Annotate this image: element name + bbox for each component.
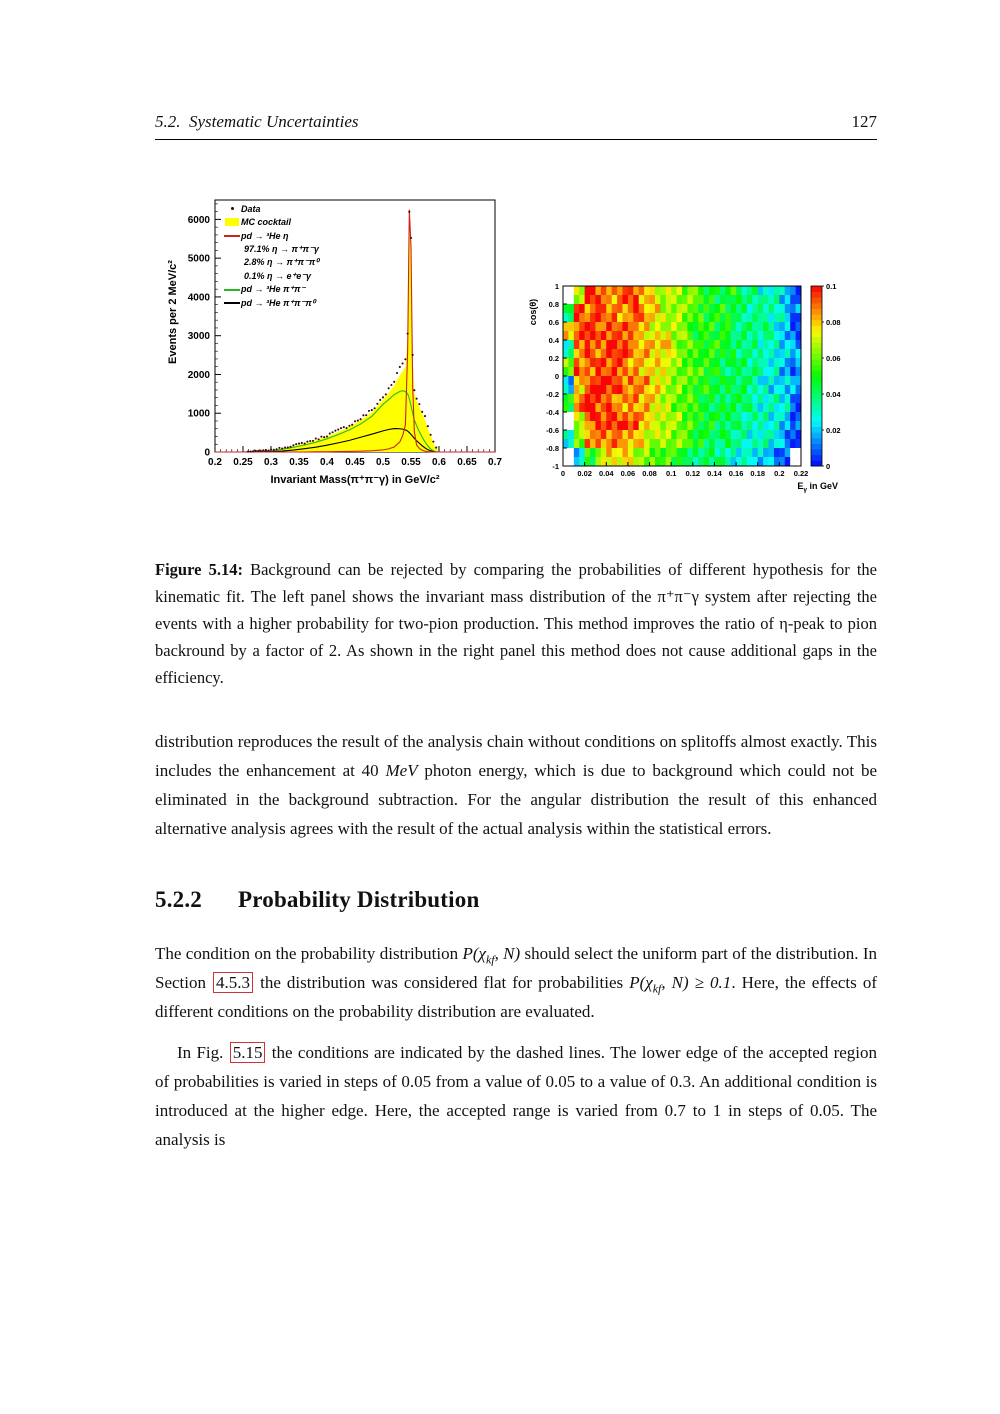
page [155,112,877,1154]
x-axis-title: Invariant Mass(π⁺π⁻γ) in GeV/c² [270,474,440,486]
svg-text:0.04: 0.04 [598,469,614,478]
svg-text:0.25: 0.25 [233,457,253,468]
text-run: P(χ [462,944,486,963]
text-run: the conditions are indicated by the dashed lines. The lower edge of the accepted region of probabilities is varied in steps of 0.05 from a value of 0.05 to a value of 0.3. An additional condition is introduced at the higher edge. Here, the accepted range is varied from 0.7 to 1 in steps of 0.05. The analysis is [155,1043,878,1149]
x-axis-title: $E_\gamma$ in GeV [797,481,838,494]
text-run: the distribution was considered flat for probabilities [254,973,630,992]
svg-text:0.1: 0.1 [826,281,837,291]
text-run: photon energy, which is due to background which could not be eliminated in the background subtraction. For the angular distribution the result of this enhanced alternative analysis agrees with the result of the actual analysis within the statistical errors. [155,761,877,838]
svg-text:0.18: 0.18 [750,469,766,478]
svg-text:6000: 6000 [187,214,210,226]
svg-text:0.4: 0.4 [548,335,559,345]
running-head-section: 5.2. Systematic Uncertainties [155,112,359,131]
legend-label: pd → ³He π⁺π⁻π⁰ [241,297,316,308]
legend-item [223,243,319,257]
legend-item [223,202,319,216]
text-run: In Fig. [177,1043,229,1062]
chart-legend [223,202,319,310]
svg-text:0.06: 0.06 [620,469,636,478]
section-ref-link[interactable]: 4.5.3 [213,972,253,993]
legend-label: 97.1% η → π⁺π⁻γ [244,243,319,254]
text-run: distribution reproduces the result of the analysis chain without conditions on splitoffs almost exactly. This includes the enhancement at 40 [155,732,877,780]
efficiency-heatmap-chart [527,278,883,510]
svg-text:4000: 4000 [187,292,210,304]
text-run: The condition on the probability distribution [155,944,463,963]
math-expression [462,944,521,967]
legend-item [223,256,319,270]
svg-text:0.45: 0.45 [345,457,365,468]
figure-caption-label: Figure 5.14: [155,560,243,579]
efficiency-panel [527,278,883,510]
text-run: . Here, the effects of different conditions on the probability distribution are evaluated. [155,973,877,1021]
svg-text:0.1: 0.1 [665,469,677,478]
legend-label: 2.8% η → π⁺π⁻π⁰ [244,257,319,268]
text-run: should select the uniform part of the distribution. In Section [155,944,878,992]
svg-text:0.02: 0.02 [826,425,841,435]
figure-caption-text: Background can be rejected by comparing the probabilities of different hypothesis for the kinematic fit. The left panel shows the invariant mass distribution of the π⁺π⁻γ system after rejecting the events with a higher probability for two-pion production. This method improves the ratio of η-peak to pion backround by a factor of 2. As shown in the right panel this method does not cause additional gaps in the efficiency. [155,560,877,687]
legend-box-marker [223,218,241,226]
math-subscript: kf [486,952,495,967]
svg-text:-0.8: -0.8 [546,443,559,453]
paragraph-splitoffs [155,727,877,843]
legend-label: pd → ³He η [241,230,289,241]
invariant-mass-chart [161,186,517,508]
running-head [155,112,877,132]
svg-text:0.22: 0.22 [793,469,809,478]
svg-text:2000: 2000 [187,369,210,381]
svg-text:0.6: 0.6 [432,457,446,468]
legend-dot-marker [223,207,241,210]
svg-text:0.04: 0.04 [826,389,841,399]
svg-text:0: 0 [560,469,566,478]
legend-line-marker [223,302,241,304]
svg-text:3000: 3000 [187,331,210,343]
paragraph-conditions [155,1038,877,1154]
svg-text:0: 0 [826,461,831,471]
svg-text:0.7: 0.7 [488,457,502,468]
figure-5-14 [155,186,877,510]
svg-text:0: 0 [204,447,210,459]
text-run: P(χ [629,973,653,992]
svg-text:0.06: 0.06 [826,353,841,363]
legend-item [223,216,319,230]
svg-text:1000: 1000 [187,408,210,420]
section-heading [155,887,877,913]
y-axis-title: Events per 2 MeV/c² [167,260,179,364]
math-unit-mev: MeV [385,761,418,780]
figure-ref-link[interactable]: 5.15 [230,1042,266,1063]
svg-text:0.55: 0.55 [401,457,421,468]
svg-text:0.2: 0.2 [774,469,785,478]
svg-text:0.4: 0.4 [320,457,334,468]
svg-text:-0.2: -0.2 [546,389,559,399]
svg-text:0.08: 0.08 [642,469,657,478]
legend-line-marker [223,235,241,237]
figure-caption [155,556,877,691]
header-rule [155,139,877,140]
legend-label: 0.1% η → e⁺e⁻γ [244,270,312,281]
svg-text:0.12: 0.12 [685,469,701,478]
paragraph-probability-condition [155,939,877,1026]
svg-text:0.16: 0.16 [728,469,744,478]
svg-text:-0.6: -0.6 [546,425,559,435]
legend-item [223,229,319,243]
legend-line-marker [223,289,241,291]
svg-text:-1: -1 [552,461,559,471]
svg-text:5000: 5000 [187,253,210,265]
svg-text:0: 0 [554,371,559,381]
running-head-page-number: 127 [851,112,877,131]
section-title: Probability Distribution [238,887,480,912]
section-number: 5.2.2 [155,887,202,912]
y-axis-title: cos(θ) [528,298,538,326]
svg-text:0.02: 0.02 [577,469,592,478]
legend-label: pd → ³He π⁺π⁻ [241,284,306,295]
svg-text:0.14: 0.14 [707,469,722,478]
svg-text:1: 1 [554,281,559,291]
svg-text:0.08: 0.08 [826,317,841,327]
svg-text:0.3: 0.3 [264,457,278,468]
text-run: , N) ≥ 0.1 [661,973,732,992]
math-expression [629,973,732,996]
math-subscript: kf [652,981,662,996]
svg-text:0.2: 0.2 [208,457,222,468]
legend-item [223,297,319,311]
legend-item [223,283,319,297]
text-run: , N) [494,944,521,963]
svg-text:0.2: 0.2 [548,353,559,363]
svg-text:-0.4: -0.4 [546,407,559,417]
svg-text:0.8: 0.8 [548,299,559,309]
svg-text:0.6: 0.6 [548,317,559,327]
svg-text:0.65: 0.65 [457,457,477,468]
invariant-mass-panel [161,186,517,508]
svg-text:0.5: 0.5 [376,457,390,468]
svg-text:0.35: 0.35 [289,457,309,468]
legend-item [223,270,319,284]
legend-label: Data [241,203,261,214]
legend-label: MC cocktail [241,217,292,228]
